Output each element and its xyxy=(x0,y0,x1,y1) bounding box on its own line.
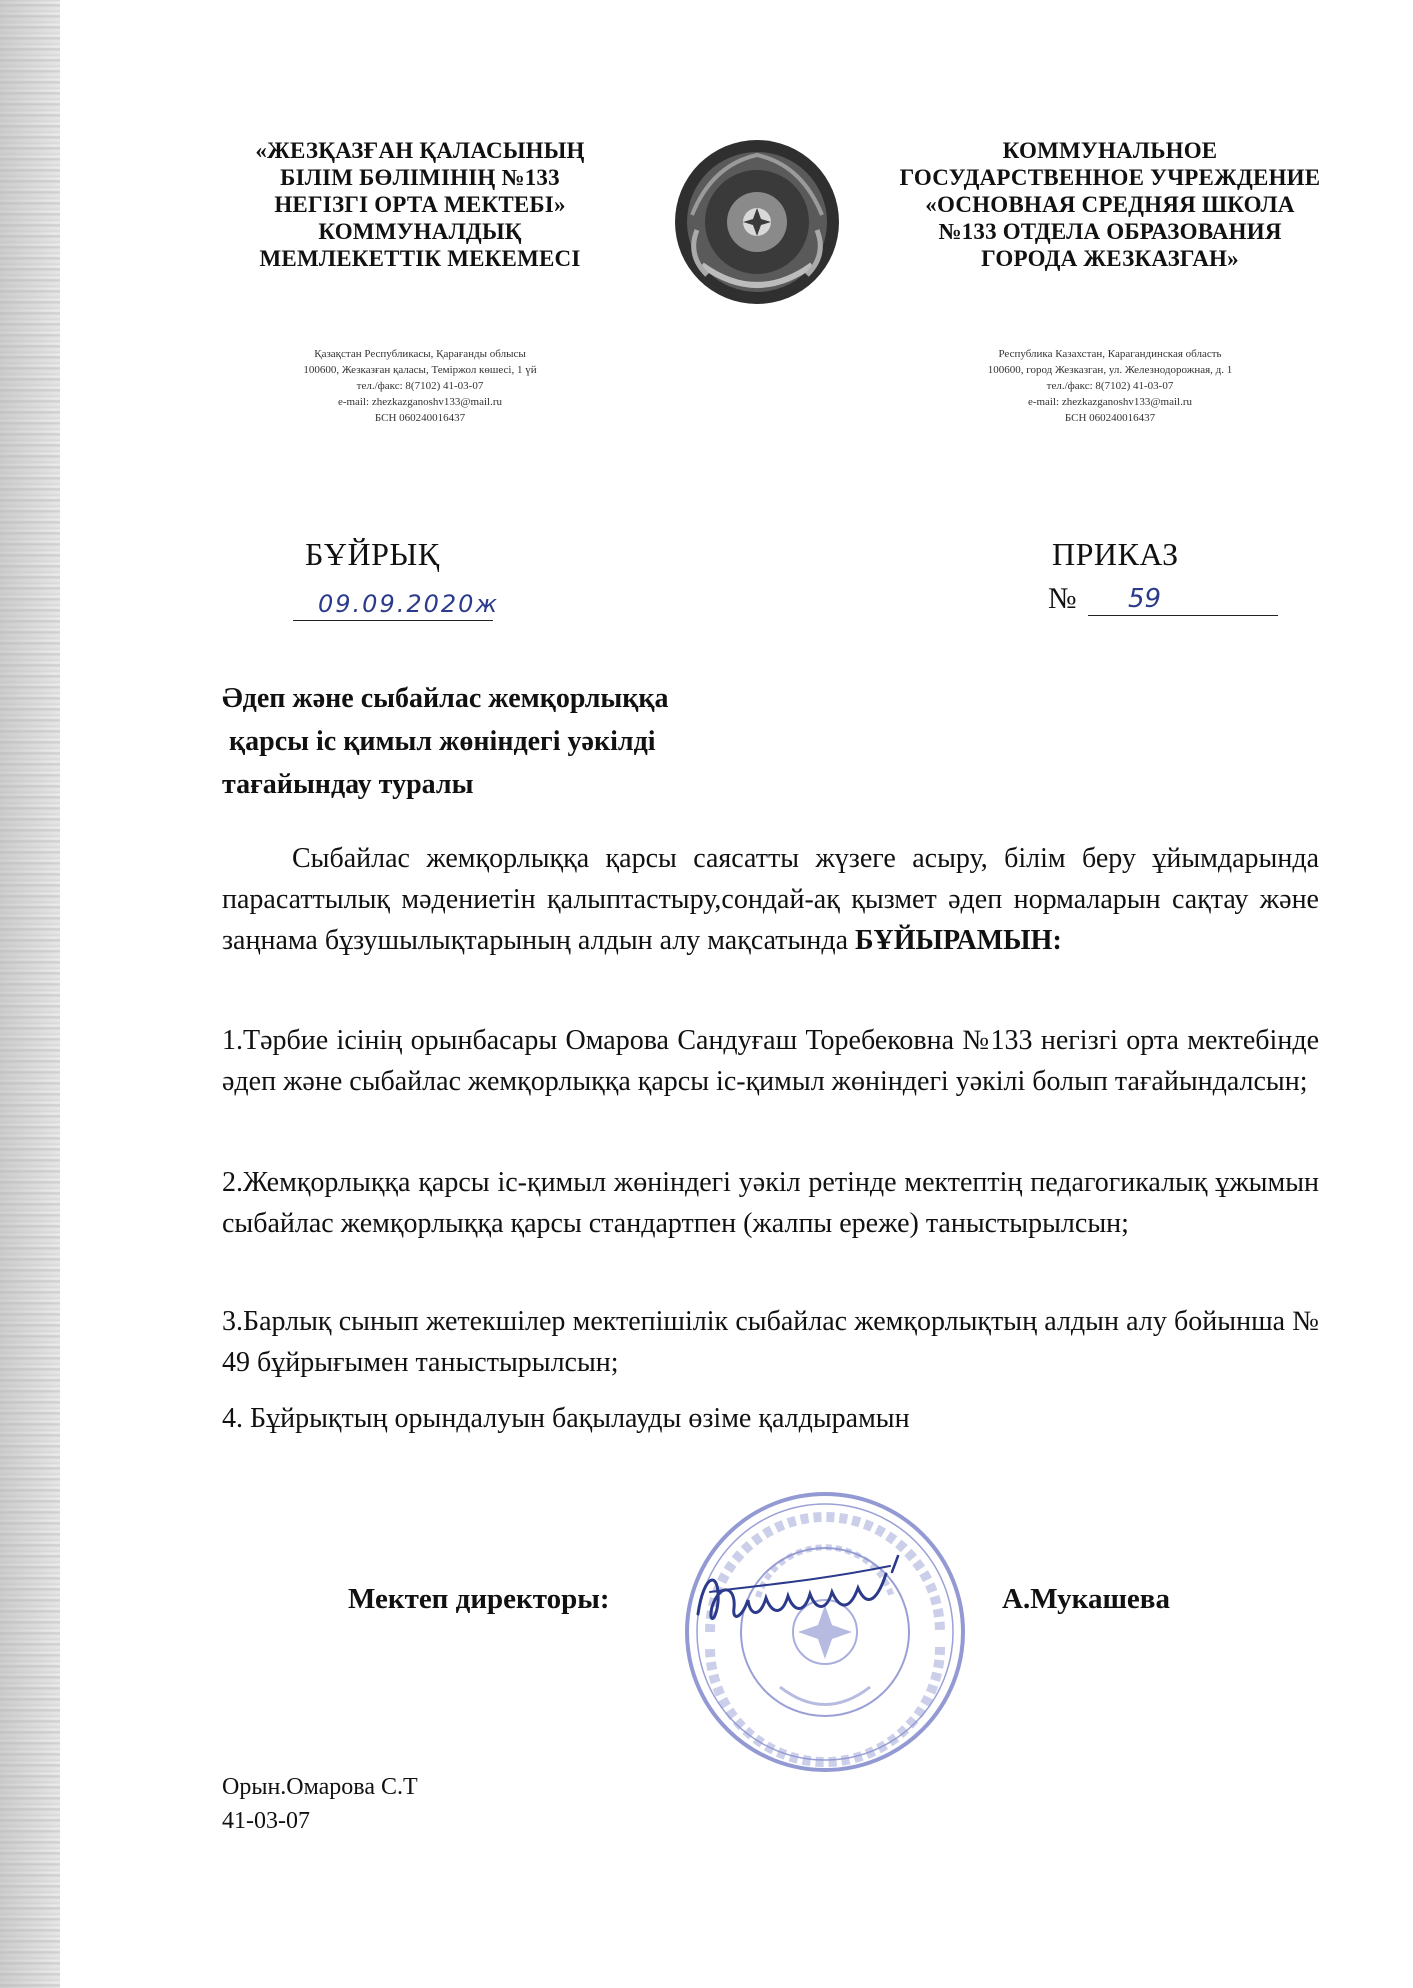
org-line: «ОСНОВНАЯ СРЕДНЯЯ ШКОЛА xyxy=(925,192,1295,217)
kz-organization-name xyxy=(230,137,610,272)
number-underline xyxy=(1088,583,1278,616)
ru-organization-name xyxy=(870,137,1350,272)
order-item: 1.Тәрбие ісінің орынбасары Омарова Сандуғаш Торебековна №133 негізгі орта мектебінде әдеп және сыбайлас жемқорлыққа қарсы іс-қимыл жөніндегі уәкілі болып тағайындалсын; xyxy=(222,1025,1319,1097)
address-line: e-mail: zhezkazganoshv133@mail.ru xyxy=(1027,396,1193,408)
order-item: 4. Бұйрықтың орындалуын бақылауды өзіме қалдырамын xyxy=(222,1403,910,1434)
executor-phone: 41-03-07 xyxy=(222,1808,310,1834)
org-line: «ЖЕЗҚАЗҒАН ҚАЛАСЫНЫҢ xyxy=(255,138,585,163)
address-line: тел./факс: 8(7102) 41-03-07 xyxy=(356,380,484,392)
address-line: БСН 060240016437 xyxy=(1064,412,1156,424)
subject-line: қарсы іс қимыл жөніндегі уәкілді xyxy=(222,726,656,757)
director-name: А.Мукашева xyxy=(1002,1583,1170,1615)
order-item: 2.Жемқорлыққа қарсы іс-қимыл жөніндегі уәкіл ретінде мектептің педагогикалық ұжымын сыбайлас жемқорлыққа қарсы стандартпен (жалпы ереже) таныстырылсын; xyxy=(222,1167,1319,1239)
org-line: №133 ОТДЕЛА ОБРАЗОВАНИЯ xyxy=(938,219,1282,244)
address-line: тел./факс: 8(7102) 41-03-07 xyxy=(1046,380,1174,392)
order-title-kz: БҰЙРЫҚ xyxy=(305,536,440,572)
preamble-paragraph xyxy=(222,838,1319,961)
org-line: ГОРОДА ЖЕЗКАЗГАН» xyxy=(981,246,1239,271)
org-line: КОММУНАЛДЫҚ xyxy=(318,219,522,244)
order-number: 59 xyxy=(1128,584,1162,614)
ru-address-block xyxy=(910,346,1310,426)
subject-line: Әдеп және сыбайлас жемқорлыққа xyxy=(222,683,669,714)
executor-name: Орын.Омарова С.Т xyxy=(222,1774,418,1800)
address-line: Қазақстан Республикасы, Қарағанды облысы xyxy=(314,348,526,360)
order-date: 09.09.2020ж xyxy=(318,590,500,618)
order-subject xyxy=(222,677,822,806)
order-number-label: № xyxy=(1048,582,1077,615)
address-line: БСН 060240016437 xyxy=(374,412,466,424)
subject-line: тағайындау туралы xyxy=(222,769,474,800)
address-line: 100600, город Жезказган, ул. Железнодорожная, д. 1 xyxy=(987,364,1233,376)
org-line: НЕГІЗГІ ОРТА МЕКТЕБІ» xyxy=(274,192,566,217)
org-line: МЕМЛЕКЕТТІК МЕКЕМЕСІ xyxy=(259,246,581,271)
executor-block xyxy=(222,1770,418,1838)
order-verb: БҰЙЫРАМЫН: xyxy=(855,925,1062,956)
org-line: БІЛІМ БӨЛІМІНІҢ №133 xyxy=(280,165,560,190)
org-line: КОММУНАЛЬНОЕ xyxy=(1002,138,1218,163)
scan-edge-shadow xyxy=(0,0,60,1988)
address-line: e-mail: zhezkazganoshv133@mail.ru xyxy=(337,396,503,408)
org-line: ГОСУДАРСТВЕННОЕ УЧРЕЖДЕНИЕ xyxy=(899,165,1321,190)
director-title: Мектеп директоры: xyxy=(348,1583,610,1615)
order-item: 3.Барлық сынып жетекшілер мектепішілік сыбайлас жемқорлықтың алдын алу бойынша № 49 бұйрығымен таныстырылсын; xyxy=(222,1306,1333,1378)
preamble-text: Сыбайлас жемқорлыққа қарсы саясатты жүзеге асыру, білім беру ұйымдарында парасаттылық мәдениетін қалыптастыру,сондай-ақ қызмет әдеп нормаларын сақтау және заңнама бұзушылықтарының алдын алу мақсатында xyxy=(222,843,1319,956)
director-signature-icon xyxy=(690,1552,920,1642)
address-line: 100600, Жезказған қаласы, Теміржол көшесі, 1 үй xyxy=(303,364,537,376)
address-line: Республика Казахстан, Карагандинская область xyxy=(998,348,1222,360)
order-title-ru: ПРИКАЗ xyxy=(1052,536,1179,572)
kz-address-block xyxy=(230,346,610,426)
state-emblem-icon xyxy=(672,135,842,310)
